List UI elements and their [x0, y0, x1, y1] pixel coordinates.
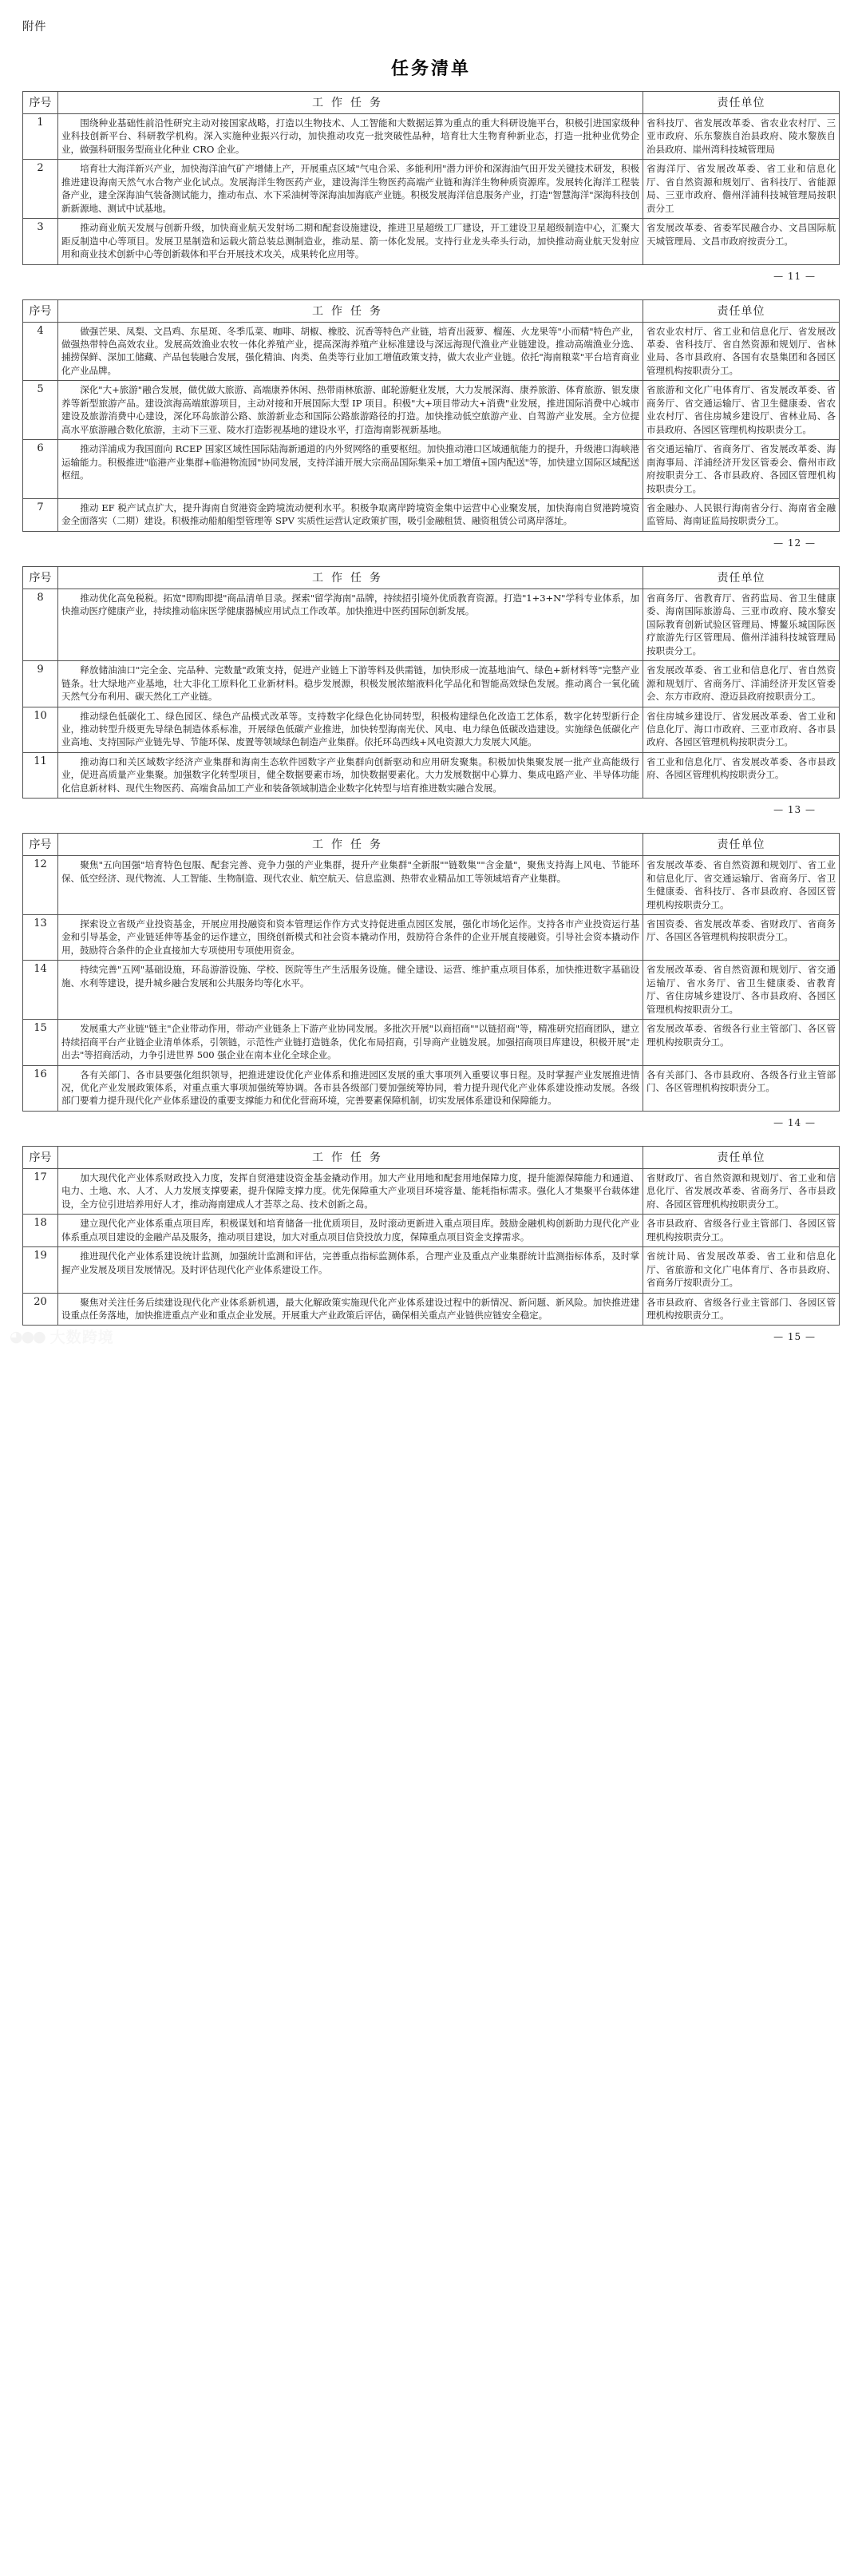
task-number: 7 [23, 498, 58, 531]
responsible-unit-text: 省统计局、省发展改革委、省工业和信息化厅、省旅游和文化广电体育厅、各市县政府、省商务厅按职责分工。 [646, 1250, 836, 1289]
column-header-task: 工作任务 [58, 92, 643, 114]
task-number: 11 [23, 752, 58, 798]
responsible-unit [643, 707, 840, 752]
responsible-unit [643, 961, 840, 1020]
table-row [23, 381, 840, 440]
table-header-row [23, 566, 840, 589]
task-description [58, 440, 643, 499]
responsible-unit-text: 省工业和信息化厅、省发展改革委、各市县政府、各园区管理机构按职责分工。 [646, 755, 836, 781]
pages-container [0, 91, 862, 1355]
table-row [23, 440, 840, 499]
task-number: 13 [23, 915, 58, 961]
column-header-no: 序号 [23, 92, 58, 114]
task-number: 16 [23, 1065, 58, 1111]
task-number: 15 [23, 1020, 58, 1065]
responsible-unit-text: 省交通运输厅、省商务厅、省发展改革委、海南海事局、洋浦经济开发区管委会、儋州市政府按职责分工、各市县政府、各园区管理机构按职责分工。 [646, 443, 836, 494]
table-row [23, 1020, 840, 1065]
task-description-text: 聚焦对关注任务后续建设现代化产业体系新机遇，最大化解政策实施现代化产业体系建设过程中的新情况、新问题、新风险。加快推进建设重点任务落地，加快推进重点产业和重点企业发展。开展重大产业政策后评估，确保相关重点产业链供应链安全稳定。 [61, 1296, 639, 1321]
table-row [23, 1247, 840, 1293]
column-header-task: 工作任务 [58, 834, 643, 856]
task-description [58, 661, 643, 707]
attachment-label: 附件 [22, 21, 46, 34]
responsible-unit-text: 省商务厅、省教育厅、省药监局、省卫生健康委、海南国际旅游岛、三亚市政府、陵水黎安国际教育创新试验区管理局、博鳌乐城国际医疗旅游先行区管理局、儋州洋浦科技城管理局按职责分工。 [646, 592, 836, 656]
table-row [23, 1293, 840, 1326]
task-description-text: 推动优化高免税税。拓宽"即购即提"商品清单目录。探索"留学海南"品牌，持续招引境外优质教育资源。打造"1+3+N"学科专业体系，加快推动医疗健康产业，持续推动临床医学健康器械应用试点工作改革。加快推进中医药国际创新发展。 [61, 592, 639, 617]
table-row [23, 1065, 840, 1111]
task-description [58, 589, 643, 660]
responsible-unit [643, 1020, 840, 1065]
task-description [58, 856, 643, 915]
document-page [0, 295, 862, 561]
column-header-unit: 责任单位 [643, 1146, 840, 1168]
task-description-text: 推进现代化产业体系建设统计监测，加强统计监测和评估，完善重点指标监测体系，合理产业及重点产业集群统计监测指标体系，及时掌握产业发展及项目发展情况。及时评估现代化产业体系建设工作。 [61, 1250, 639, 1275]
task-number: 4 [23, 322, 58, 381]
task-number: 17 [23, 1168, 58, 1214]
table-row [23, 1168, 840, 1214]
responsible-unit [643, 160, 840, 219]
task-description [58, 961, 643, 1020]
task-description-text: 释放储油油口"完全金、完品种、完数量"政策支持，促进产业链上下游等料及供需链，加快形成一流基地油气、绿色+新材料等"完整产业链条。壮大绿地产业基地，壮大非化工原料化工业新材料。稳步发展源，积极发展浓缩液料化学品化和智能高效绿色发展。推动离合一氧化硫天然气分布利用、碳天然化工产业链。 [61, 664, 639, 703]
column-header-no: 序号 [23, 834, 58, 856]
task-description [58, 1247, 643, 1293]
task-description [58, 160, 643, 219]
task-description-text: 建立现代化产业体系重点项目库，积极谋划和培育储备一批优质项目，及时滚动更新进入重点项目库。鼓励金融机构创新助力现代化产业体系重点项目建设的金融产品及服务，推动项目建设，加大对重点项目信贷投放力度，保障重点项目资金支撑需求。 [61, 1218, 639, 1242]
table-row [23, 915, 840, 961]
task-table [22, 566, 840, 799]
responsible-unit-text: 省发展改革委、省级各行业主管部门、各区管理机构按职责分工。 [646, 1023, 836, 1048]
column-header-unit: 责任单位 [643, 566, 840, 589]
task-number: 2 [23, 160, 58, 219]
table-row [23, 752, 840, 798]
responsible-unit-text: 省发展改革委、省自然资源和规划厅、省交通运输厅、省水务厅、省卫生健康委、省教育厅、省住房城乡建设厅、各市县政府、各园区管理机构按职责分工。 [646, 964, 836, 1015]
task-number: 12 [23, 856, 58, 915]
task-description-text: 探索设立省级产业投资基金，开展应用投融资和资本管理运作作方式支持促进重点园区发展，强化市场化运作。支持各市产业投资运行基金和引导基金，产业链延伸等基金的运作建立，围绕创新模式和社会资本撬动作用，鼓励符合条件的企业开展直接融资。引导社会资本撬动作用，鼓励符合条件的企业直接加大专项使用专项使用资金。 [61, 918, 639, 956]
task-description-text: 持续完善"五网"基础设施，环岛游游设施、学校、医院等生产生活服务设施。健全建设、运营、维护重点项目体系，加快推进数字基础设施、水利等建设，提升城乡融合发展和公共服务均等化水平。 [61, 964, 639, 989]
column-header-no: 序号 [23, 1146, 58, 1168]
column-header-no: 序号 [23, 299, 58, 322]
column-header-unit: 责任单位 [643, 92, 840, 114]
task-description-text: 各有关部门、各市县要强化组织领导，把推进建设优化产业体系和推进园区发展的重大事项列入重要议事日程。及时掌握产业发展推进情况，优化产业发展政策体系，对重点重大事项加强统筹协调。各市县各级部门要加强统筹协同，着力提升现代化产业体系建设推动发展。各级部门要着力提升现代化产业体系建设的重要支撑能力和优化营商环境，完善要素保障机制，切实发展体系建设和保障能力。 [61, 1068, 639, 1107]
task-number: 6 [23, 440, 58, 499]
responsible-unit-text: 省金融办、人民银行海南省分行、海南省金融监管局、海南证监局按职责分工。 [646, 501, 836, 527]
responsible-unit [643, 1293, 840, 1326]
responsible-unit [643, 589, 840, 660]
responsible-unit [643, 856, 840, 915]
table-row [23, 707, 840, 752]
responsible-unit [643, 1065, 840, 1111]
responsible-unit [643, 219, 840, 264]
task-description [58, 1168, 643, 1214]
task-description-text: 推动洋浦成为我国面向 RCEP 国家区域性国际陆海新通道的内外贸网络的重要枢纽。加快推动港口区域通航能力的提升，升级港口海峡港运输能力。积极推进"临港产业集群+临港物流园"协同发展，支持洋浦开展大宗商品国际集采+加工增值+国内配送"等，加快建立国际区域配送枢纽。 [61, 443, 639, 482]
table-header-row [23, 834, 840, 856]
page-number: — 13 — [773, 804, 816, 816]
task-description-text: 推动海口和关区域数字经济产业集群和海南生态软件园数字产业集群向创新驱动和应用研发聚集。积极加快集聚发展一批产业高能级行业，促进高质量产业集聚。加强数字化转型项目，健全数据要素市场，加快数据要素化。大力发展数据中心算力、集成电路产业、半导体功能化信息新材料、现代生物医药、高端食品加工产业和装备领域制造企业数字化转型与培育推进数实融合发展。 [61, 755, 639, 794]
responsible-unit [643, 752, 840, 798]
responsible-unit-text: 各市县政府、省级各行业主管部门、各园区管理机构按职责分工。 [646, 1218, 836, 1242]
responsible-unit-text: 省财政厅、省自然资源和规划厅、省工业和信息化厅、省发展改革委、省商务厅、各市县政府、各园区管理机构按职责分工。 [646, 1171, 836, 1210]
responsible-unit-text: 省海洋厅、省发展改革委、省工业和信息化厅、省自然资源和规划厅、省科技厅、省能源局、三亚市政府、儋州洋浦科技城管理局按职责分工 [646, 163, 836, 214]
task-description [58, 498, 643, 531]
task-description-text: 发展重大产业链"链主"企业带动作用，带动产业链条上下游产业协同发展。多批次开展"以商招商""以链招商"等，精准研究招商团队，建立持续招商平台产业链企业清单体系，引领链，示范性产业链打造链条，优化布局招商，引导商产业链发展。加强招商项目库建设，积极开展"走出去"等招商活动，力争引进世界 500 强企业在南本业化全球企业。 [61, 1023, 639, 1061]
task-description [58, 1065, 643, 1111]
document-page [0, 561, 862, 828]
task-description [58, 707, 643, 752]
table-row [23, 1215, 840, 1247]
document-page [0, 1141, 862, 1356]
page-number: — 11 — [773, 270, 816, 282]
page-title: 任务清单 [390, 58, 471, 79]
responsible-unit-text: 省旅游和文化广电体育厅、省发展改革委、省商务厅、省交通运输厅、省卫生健康委、省农业农村厅、省住房城乡建设厅、省林业局、各市县政府、各园区管理机构按职责分工。 [646, 384, 836, 435]
column-header-task: 工作任务 [58, 566, 643, 589]
task-number: 19 [23, 1247, 58, 1293]
table-row [23, 856, 840, 915]
table-row [23, 589, 840, 660]
table-row [23, 661, 840, 707]
responsible-unit [643, 1215, 840, 1247]
responsible-unit [643, 498, 840, 531]
responsible-unit-text: 省国资委、省发展改革委、省财政厅、省商务厅、各国区各管理机构按职责分工。 [646, 918, 836, 943]
responsible-unit-text: 省发展改革委、省工业和信息化厅、省自然资源和规划厅、省商务厅、洋浦经济开发区管委会、东方市政府、澄迈县政府按职责分工。 [646, 664, 836, 703]
document-page [0, 828, 862, 1141]
page-number: — 15 — [773, 1331, 816, 1343]
task-number: 5 [23, 381, 58, 440]
task-description-text: 围绕种业基础性前沿性研究主动对接国家战略，打造以生物技术、人工智能和大数据运算为重点的重大科研设施平台，积极引进国家级种业科技创新平台、科研教学机构。深入实施种业振兴行动，加快推动攻克一批突破性品种，培育壮大生物育种新业态，打造一批种业优势企业，做强科研服务型商业化种业 CRO 企业。 [61, 117, 639, 155]
responsible-unit [643, 1168, 840, 1214]
responsible-unit [643, 381, 840, 440]
task-description [58, 1020, 643, 1065]
responsible-unit [643, 915, 840, 961]
table-header-row [23, 1146, 840, 1168]
document-page [0, 91, 862, 295]
task-number: 10 [23, 707, 58, 752]
column-header-no: 序号 [23, 566, 58, 589]
watermark-text: 大数跨境 [49, 1329, 114, 1347]
task-description-text: 做强芒果、凤梨、文昌鸡、东星斑、冬季瓜菜、咖啡、胡椒、橡胶、沉香等特色产业链，培育出菠萝、榴莲、火龙果等"小而精"特色产业，做强热带特色高效农业。发展高效渔业农牧一体化养殖产业，提高深海养殖产业标准建设与深远海现代渔业产业链建设。推动高端渔业分选、捕捞保鲜、深加工储藏、产品包装融合发展，强化精油、肉类、鱼类等行业加工增值政策支持，做大农业产业链。依托"海南粮菜"平台培育商业化产业品牌。 [61, 325, 639, 376]
task-description-text: 加大现代化产业体系财政投入力度，发挥自贸港建设资金基金撬动作用。加大产业用地和配套用地保障力度，提升能源保障能力和通道、电力、土地、水、人才、人力发展支撑要素，提升保障支撑力度。优先保障重大产业项目环境容量、能耗指标需求。强化人才集聚平台载体建设，全方位引进培养用好人才，推动海南建成人才荟萃之岛、技术创新之岛。 [61, 1171, 639, 1210]
task-description [58, 219, 643, 264]
task-description [58, 381, 643, 440]
task-description-text: 推动 EF 税产试点扩大，提升海南自贸港资金跨境流动便利水平。积极争取离岸跨境资金集中运营中心业聚发展，加快海南自贸港跨境资金全面落实（二期）建设。积极推动船舶船型管理等 SPV 实质性运营认定政策扩围，吸引金融租赁、融资租赁公司离岸落址。 [61, 501, 639, 527]
table-row [23, 498, 840, 531]
table-row [23, 219, 840, 264]
table-row [23, 114, 840, 160]
task-description [58, 1293, 643, 1326]
responsible-unit [643, 114, 840, 160]
task-description-text: 推动绿色低碳化工、绿色园区、绿色产品模式改革等。支持数字化绿色化协同转型，积极构建绿色化改造工艺体系，数字化转型新行企业，推动转型升级更先导绿色制造体系标准，开展绿色低碳产业推进，加快转型海南光伏、风电、电力绿色低碳改造建设。实施绿色低碳化产业高地、支持国际产业链先导、节能环保、废置等领域绿色制造产业集群。依托环岛西线+风电资源大力发展大风能。 [61, 710, 639, 748]
responsible-unit-text: 省发展改革委、省委军民融合办、文昌国际航天城管理局、文昌市政府按责分工。 [646, 222, 836, 247]
column-header-unit: 责任单位 [643, 834, 840, 856]
task-number: 20 [23, 1293, 58, 1326]
responsible-unit-text: 各市县政府、省级各行业主管部门、各园区管理机构按职责分工。 [646, 1296, 836, 1321]
task-number: 3 [23, 219, 58, 264]
task-number: 1 [23, 114, 58, 160]
responsible-unit [643, 661, 840, 707]
column-header-task: 工作任务 [58, 1146, 643, 1168]
task-table [22, 833, 840, 1112]
task-number: 14 [23, 961, 58, 1020]
table-row [23, 160, 840, 219]
page-number: — 12 — [773, 537, 816, 549]
column-header-unit: 责任单位 [643, 299, 840, 322]
task-description [58, 322, 643, 381]
table-row [23, 322, 840, 381]
task-description [58, 752, 643, 798]
responsible-unit [643, 440, 840, 499]
table-row [23, 961, 840, 1020]
responsible-unit-text: 省科技厅、省发展改革委、省农业农村厅、三亚市政府、乐东黎族自治县政府、陵水黎族自治县政府、崖州湾科技城管理局 [646, 117, 836, 155]
task-number: 9 [23, 661, 58, 707]
task-table [22, 91, 840, 265]
task-description-text: 推动商业航天发展与创新升级，加快商业航天发射场二期和配套设施建设，推进卫星超级工厂建设，开工建设卫星超级制造中心，汇聚大距反制造中心等项目。发展卫星制造和运载火箭总装总测制造业，推动星、箭一体化发展。支持行业龙头牵头行动，加快推动商业航天发射应用和商业技术创新中心等创新载体和平台开展技术攻关，成果转化应用等。 [61, 222, 639, 260]
table-header-row [23, 92, 840, 114]
page-number: — 14 — [773, 1116, 816, 1128]
task-number: 18 [23, 1215, 58, 1247]
task-table [22, 1146, 840, 1326]
task-description-text: 培育壮大海洋新兴产业，加快海洋油气矿产增储上产，开展重点区域"气电合采、多能利用"潜力评价和深海油气田开发关键技术研发，积极推进建设海南天然气水合物产业化试点。发展海洋生物医药产业，建设海洋生物医药高端产业链和海洋生物种质资源库。发展转化海洋工程装备产业，建全深海油气装备测试能力，推动布点、水下采油树等深海油加海底产业链。积极发展海洋信息服务产业，打造"智慧海洋"深海科技创新新源地、测试中试基地。 [61, 163, 639, 214]
task-description-text: 聚焦"五向国强"培育特色包服、配套完善、竞争力强的产业集群，提升产业集群"全新服""链数集""含金量"，聚焦支持海上风电、节能环保、低空经济、现代物流、人工智能、生物制造、现代农业、航空航天、信息监测、热带农业精品加工等领域培育产业集群。 [61, 859, 639, 884]
responsible-unit-text: 省农业农村厅、省工业和信息化厅、省发展改革委、省科技厅、省自然资源和规划厅、省林业局、各市县政府、各国有农垦集团和各园区管理机构按职责分工。 [646, 325, 836, 376]
responsible-unit-text: 省发展改革委、省自然资源和规划厅、省工业和信息化厅、省交通运输厅、省商务厅、省卫生健康委、省科技厅、各市县政府、各园区管理机构按职责分工。 [646, 859, 836, 910]
column-header-task: 工作任务 [58, 299, 643, 322]
task-description [58, 114, 643, 160]
watermark-logo-icon: ◕●● [10, 1327, 45, 1345]
responsible-unit-text: 各有关部门、各市县政府、各级各行业主管部门、各区管理机构按职责分工。 [646, 1068, 836, 1094]
task-description-text: 深化"大+旅游"融合发展，做优做大旅游、高端康养休闲、热带雨林旅游、邮轮游艇业发展，大力发展深海、康养旅游、体育旅游、银发康养等新型旅游产品。建设滨海高端旅游项目，主动对接和开展国际大型 IP 项目。积极"大+项目带动大+消费"业发展，推进国际消费中心城市建设及旅游消费中心建设，深化环岛旅游公路、旅游新业态和国际公路旅游路径的打造。加快推动低空旅游产业、自驾游产业发展。全方位提高水平旅游融合数化旅游，主动下三亚、陵水打造影视基地的建设水平，打造海南影视新基地。 [61, 384, 639, 435]
responsible-unit-text: 省住房城乡建设厅、省发展改革委、省工业和信息化厅、海口市政府、三亚市政府、各市县政府、各园区管理机构按职责分工。 [646, 710, 836, 748]
task-number: 8 [23, 589, 58, 660]
task-description [58, 915, 643, 961]
task-table [22, 299, 840, 532]
table-header-row [23, 299, 840, 322]
responsible-unit [643, 322, 840, 381]
responsible-unit [643, 1247, 840, 1293]
task-description [58, 1215, 643, 1247]
